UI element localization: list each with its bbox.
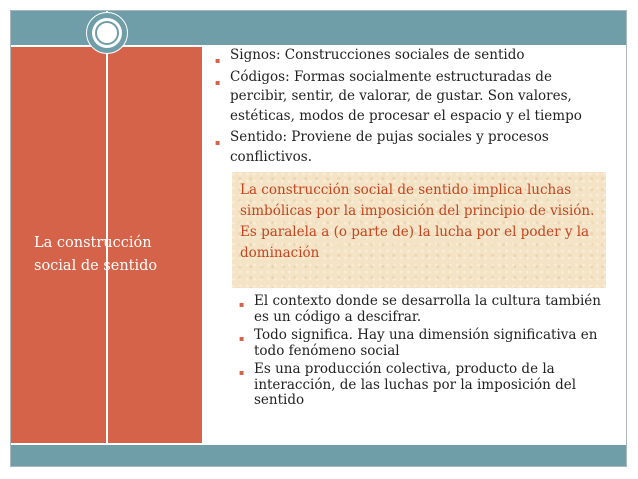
bottom-rule xyxy=(11,443,626,445)
list-item xyxy=(230,328,616,359)
callout-text: La construcción social de sentido implica luchas simbólicas por la imposición del principio de visión. Es paralela a (o parte de) la lucha por el poder y la dominación xyxy=(240,182,595,261)
list-item xyxy=(206,128,606,167)
bottom-bullet-list xyxy=(230,294,616,412)
top-bullet-list xyxy=(206,46,606,169)
square-bullet-icon: ▪ xyxy=(215,56,221,65)
list-item xyxy=(206,68,606,127)
bullet-text: Es una producción colectiva, producto de la interacción, de las luchas por la imposición del sentido xyxy=(254,361,577,408)
list-item xyxy=(230,362,616,409)
bullet-text: Códigos: Formas socialmente estructuradas de percibir, sentir, de valorar, de gustar. Son valores, estéticas, modos de procesar el espacio y el tiempo xyxy=(230,68,582,124)
panel-divider-line xyxy=(106,11,108,445)
list-item xyxy=(206,46,606,66)
square-bullet-icon: ▪ xyxy=(215,77,221,87)
square-bullet-icon: ▪ xyxy=(239,300,245,309)
square-bullet-icon: ▪ xyxy=(239,334,245,343)
bullet-text: El contexto donde se desarrolla la cultura también es un código a descifrar. xyxy=(254,293,601,325)
square-bullet-icon: ▪ xyxy=(215,138,221,147)
square-bullet-icon: ▪ xyxy=(239,368,245,377)
circle-ornament-icon xyxy=(86,12,128,54)
bottom-band xyxy=(11,445,626,466)
list-item xyxy=(230,294,616,325)
bullet-text: Todo significa. Hay una dimensión significativa en todo fenómeno social xyxy=(254,327,598,359)
bullet-text: Sentido: Proviene de pujas sociales y procesos conflictivos. xyxy=(230,129,549,165)
bullet-text: Signos: Construcciones sociales de sentido xyxy=(230,47,525,63)
section-title: La construcción social de sentido xyxy=(34,235,158,274)
